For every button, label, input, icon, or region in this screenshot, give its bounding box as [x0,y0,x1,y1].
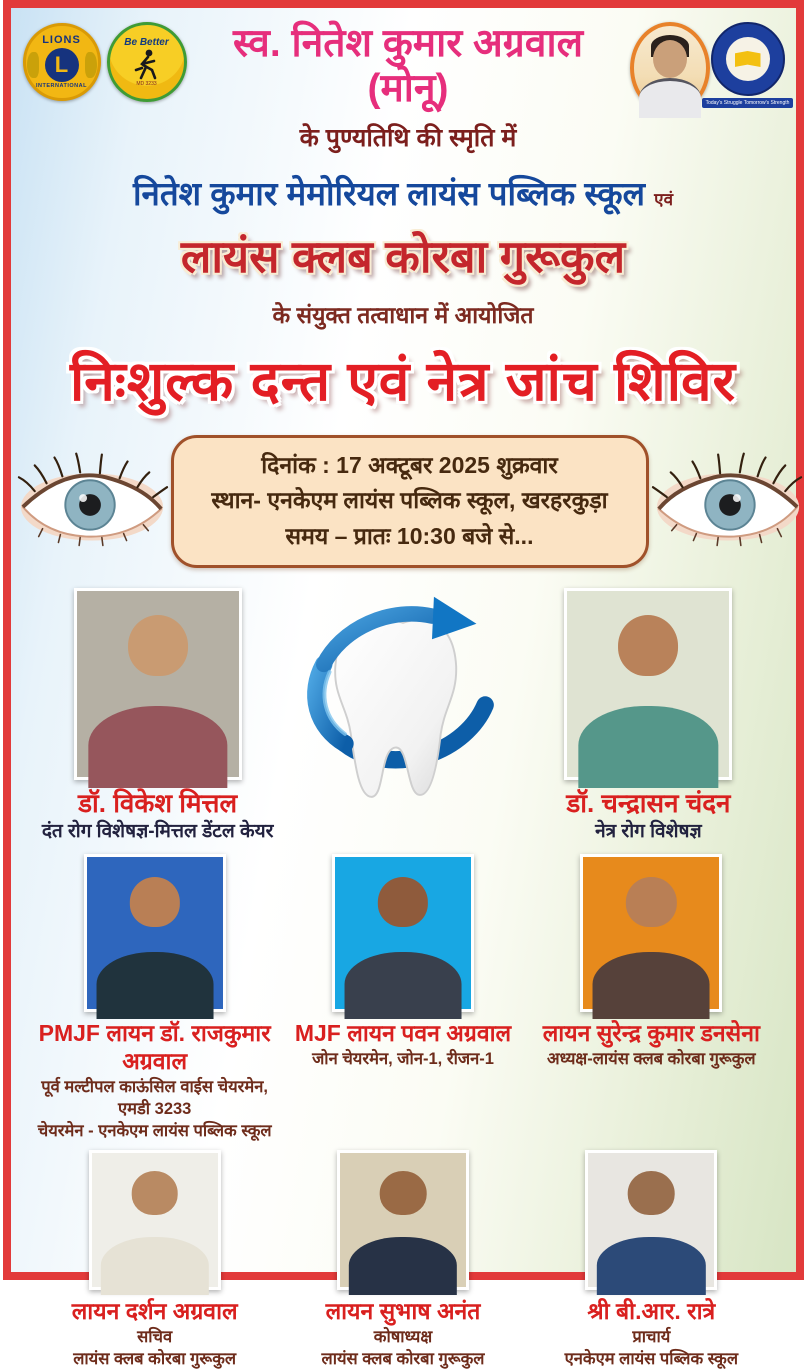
person-role: कोषाध्यक्ष [374,1326,432,1348]
person-name: श्री बी.आर. रात्रे [587,1298,715,1326]
person-organization: लायंस क्लब कोरबा गुरूकुल [322,1348,485,1370]
organizer-school-name: नितेश कुमार मेमोरियल लायंस पब्लिक स्कूल [133,175,645,212]
person-role: सचिव [137,1326,172,1348]
person-card [527,854,775,1070]
person-card-dental-doctor [31,588,285,845]
photo-head-shape [653,40,687,78]
person-organization: एनकेएम लायंस पब्लिक स्कूल [565,1348,738,1370]
be-better-label: Be Better [124,37,168,48]
memorial-subtitle: के पुण्यतिथि की स्मृति में [193,120,624,154]
name-text: लायन पवन अग्रवाल [347,1020,511,1046]
memorial-person-photo [630,22,710,114]
left-eye-graphic [13,445,171,557]
right-eye-graphic [649,445,806,557]
officials-row [11,854,796,1142]
organizer-line-school [11,170,796,215]
name-text: लायन डॉ. राजकुमार अग्रवाल [106,1020,270,1074]
person-card [31,1150,279,1370]
person-organization: लायंस क्लब कोरबा गुरूकुल [73,1348,236,1370]
portrait-photo [332,854,474,1012]
person-name: लायन सुभाष अनंत [326,1298,481,1326]
office-bearers-row [11,1150,796,1370]
school-badge [710,22,786,122]
open-book-icon [735,51,761,67]
doctors-row [11,588,796,845]
organizer-line-club: लायंस क्लब कोरबा गुरूकुल [11,225,796,286]
lions-logo-top-text: LIONS [42,35,81,46]
person-designation: नेत्र रोग विशेषज्ञ [595,819,702,845]
portrait-photo [585,1150,717,1290]
person-designation: दंत रोग विशेषज्ञ-मित्तल डेंटल केयर [42,819,274,845]
runner-icon [132,48,162,82]
person-card [527,1150,775,1370]
portrait-photo [89,1150,221,1290]
person-name: डॉ. चन्द्रासन चंदन [566,788,730,819]
person-name [295,1020,511,1048]
poster [3,0,804,1280]
memorial-person-title: स्व. नितेश कुमार अग्रवाल (मोनू) [193,22,624,112]
lions-international-logo-icon [23,23,101,101]
event-date: दिनांक : 17 अक्टूबर 2025 शुक्रवार [188,448,632,484]
person-card-eye-doctor [521,588,775,845]
photo-body-shape [639,78,701,118]
person-card [31,854,279,1142]
event-main-title: निःशुल्क दन्त एवं नेत्र जांच शिविर [11,342,796,417]
lions-logo-bottom-text: INTERNATIONAL [36,84,87,90]
lions-logo-letter: L [45,48,79,82]
person-designation: अध्यक्ष-लायंस क्लब कोरबा गुरूकुल [547,1048,756,1070]
title-prefix: MJF [295,1020,341,1046]
portrait-photo [564,588,732,780]
portrait-photo [580,854,722,1012]
event-time: समय – प्रातः 10:30 बजे से... [188,519,632,555]
person-name: लायन सुरेन्द्र कुमार डनसेना [543,1020,760,1048]
person-designation-2: चेयरमेन - एनकेएम लायंस पब्लिक स्कूल [38,1120,272,1142]
school-badge-inner [726,37,770,81]
portrait-photo [337,1150,469,1290]
person-designation: पूर्व मल्टीपल काऊंसिल वाईस चेयरमेन, एमडी 3233 [31,1076,279,1121]
person-card [279,1150,527,1370]
portrait-photo [74,588,242,780]
event-venue: स्थान- एनकेएम लायंस पब्लिक स्कूल, खरहरकुड़ा [188,483,632,519]
be-better-sub-text: MD 3233 [136,82,156,87]
title-prefix: PMJF [39,1020,100,1046]
organized-by-line: के संयुक्त तत्वाधान में आयोजित [11,298,796,330]
person-card [279,854,527,1070]
school-badge-emblem-icon [711,22,785,96]
school-badge-motto: Today's Struggle Tomorrow's Strength [702,98,794,108]
header-titles [187,22,630,154]
event-details-box [171,435,649,568]
event-details-strip [11,435,796,568]
portrait-photo [84,854,226,1012]
person-role: प्राचार्य [632,1326,670,1348]
and-word: एवं [654,190,673,209]
header-logos [23,22,187,102]
header [11,8,796,154]
be-better-logo-icon [107,22,187,102]
person-designation: जोन चेयरमेन, जोन-1, रीजन-1 [312,1048,494,1070]
person-name: लायन दर्शन अग्रवाल [72,1298,238,1326]
tooth-arrow-graphic [285,588,522,823]
person-name: डॉ. विकेश मित्तल [78,788,237,819]
person-name [31,1020,279,1075]
